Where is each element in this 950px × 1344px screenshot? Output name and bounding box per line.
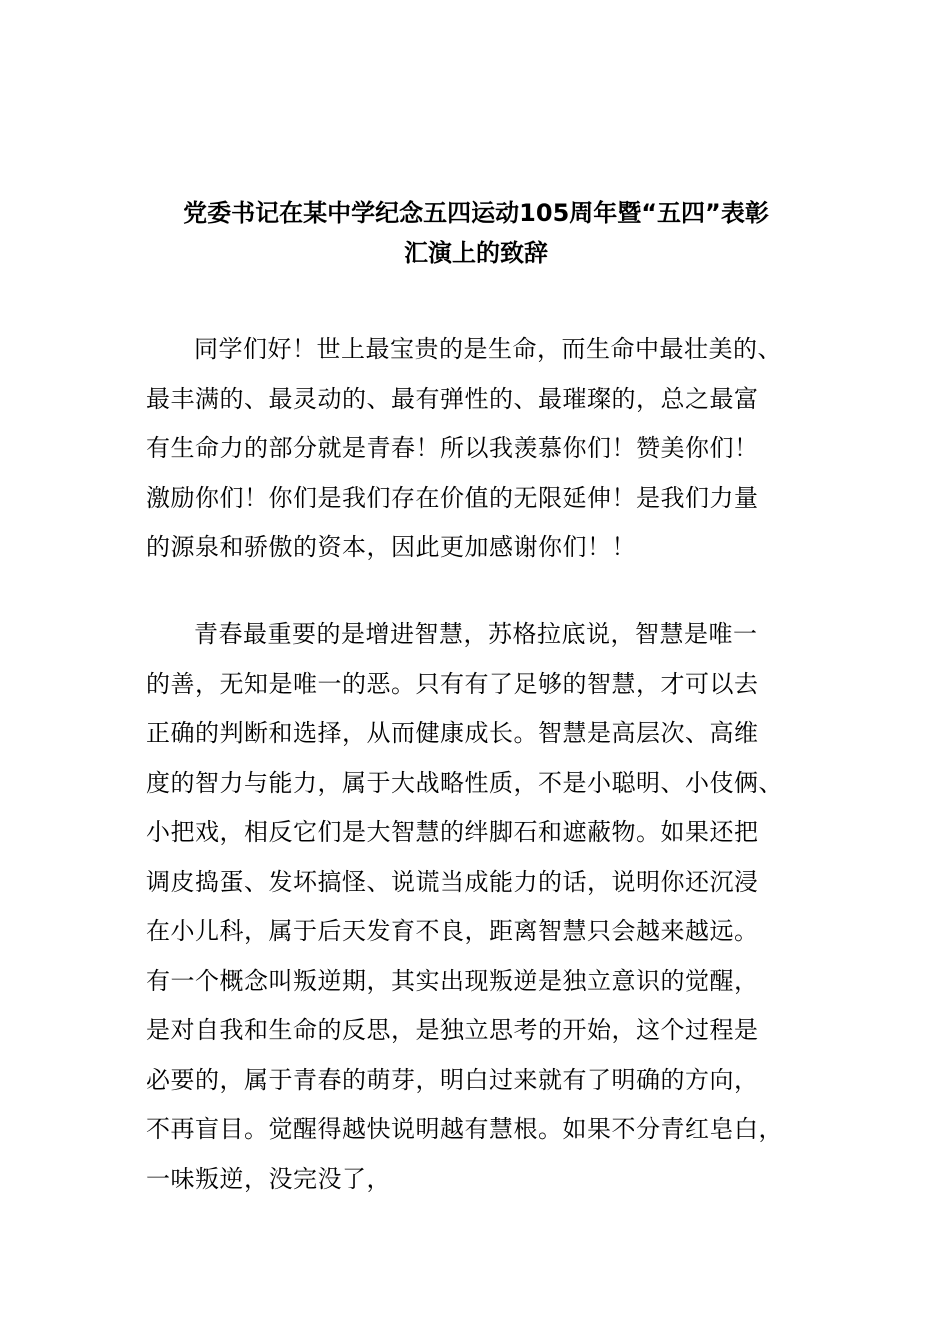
paragraph-line: 在小儿科，属于后天发育不良，距离智慧只会越来越远。 [146,917,759,945]
paragraph-line: 调皮捣蛋、发坏搞怪、说谎当成能力的话，说明你还沉浸 [146,867,759,896]
paragraph-line: 正确的判断和选择，从而健康成长。智慧是高层次、高维 [146,719,759,747]
paragraph-line: 激励你们！你们是我们存在价值的无限延伸！是我们力量 [146,483,759,512]
paragraph-line: 一味叛逆，没完没了， [146,1164,391,1193]
paragraph-line: 青春最重要的是增进智慧，苏格拉底说，智慧是唯一 [194,620,758,648]
title-line: 汇演上的致辞 [404,239,548,267]
paragraph-line: 的善，无知是唯一的恶。只有有了足够的智慧，才可以去 [146,669,759,698]
paragraph-line: 小把戏，相反它们是大智慧的绊脚石和遮蔽物。如果还把 [146,818,759,846]
paragraph-line: 有一个概念叫叛逆期，其实出现叛逆是独立意识的觉醒， [146,966,759,995]
paragraph-line: 的源泉和骄傲的资本，因此更加感谢你们！！ [146,533,636,561]
paragraph-greeting [146,325,812,573]
paragraph-line: 是对自我和生命的反思，是独立思考的开始，这个过程是 [146,1016,759,1044]
paragraph-line: 同学们好！世上最宝贵的是生命，而生命中最壮美的、 [194,335,782,363]
document-title [146,193,806,273]
title-line: 党委书记在某中学纪念五四运动105周年暨“五四”表彰 [183,199,769,227]
paragraph-line: 必要的，属于青春的萌芽，明白过来就有了明确的方向， [146,1065,759,1094]
paragraph-line: 不再盲目。觉醒得越快说明越有慧根。如果不分青红皂白， [146,1115,783,1143]
paragraph-line: 度的智力与能力，属于大战略性质，不是小聪明、小伎俩、 [146,768,783,797]
paragraph-line: 有生命力的部分就是青春！所以我羡慕你们！赞美你们！ [146,434,759,462]
paragraph-line: 最丰满的、最灵动的、最有弹性的、最璀璨的，总之最富 [146,384,759,413]
paragraph-wisdom [146,610,812,1204]
